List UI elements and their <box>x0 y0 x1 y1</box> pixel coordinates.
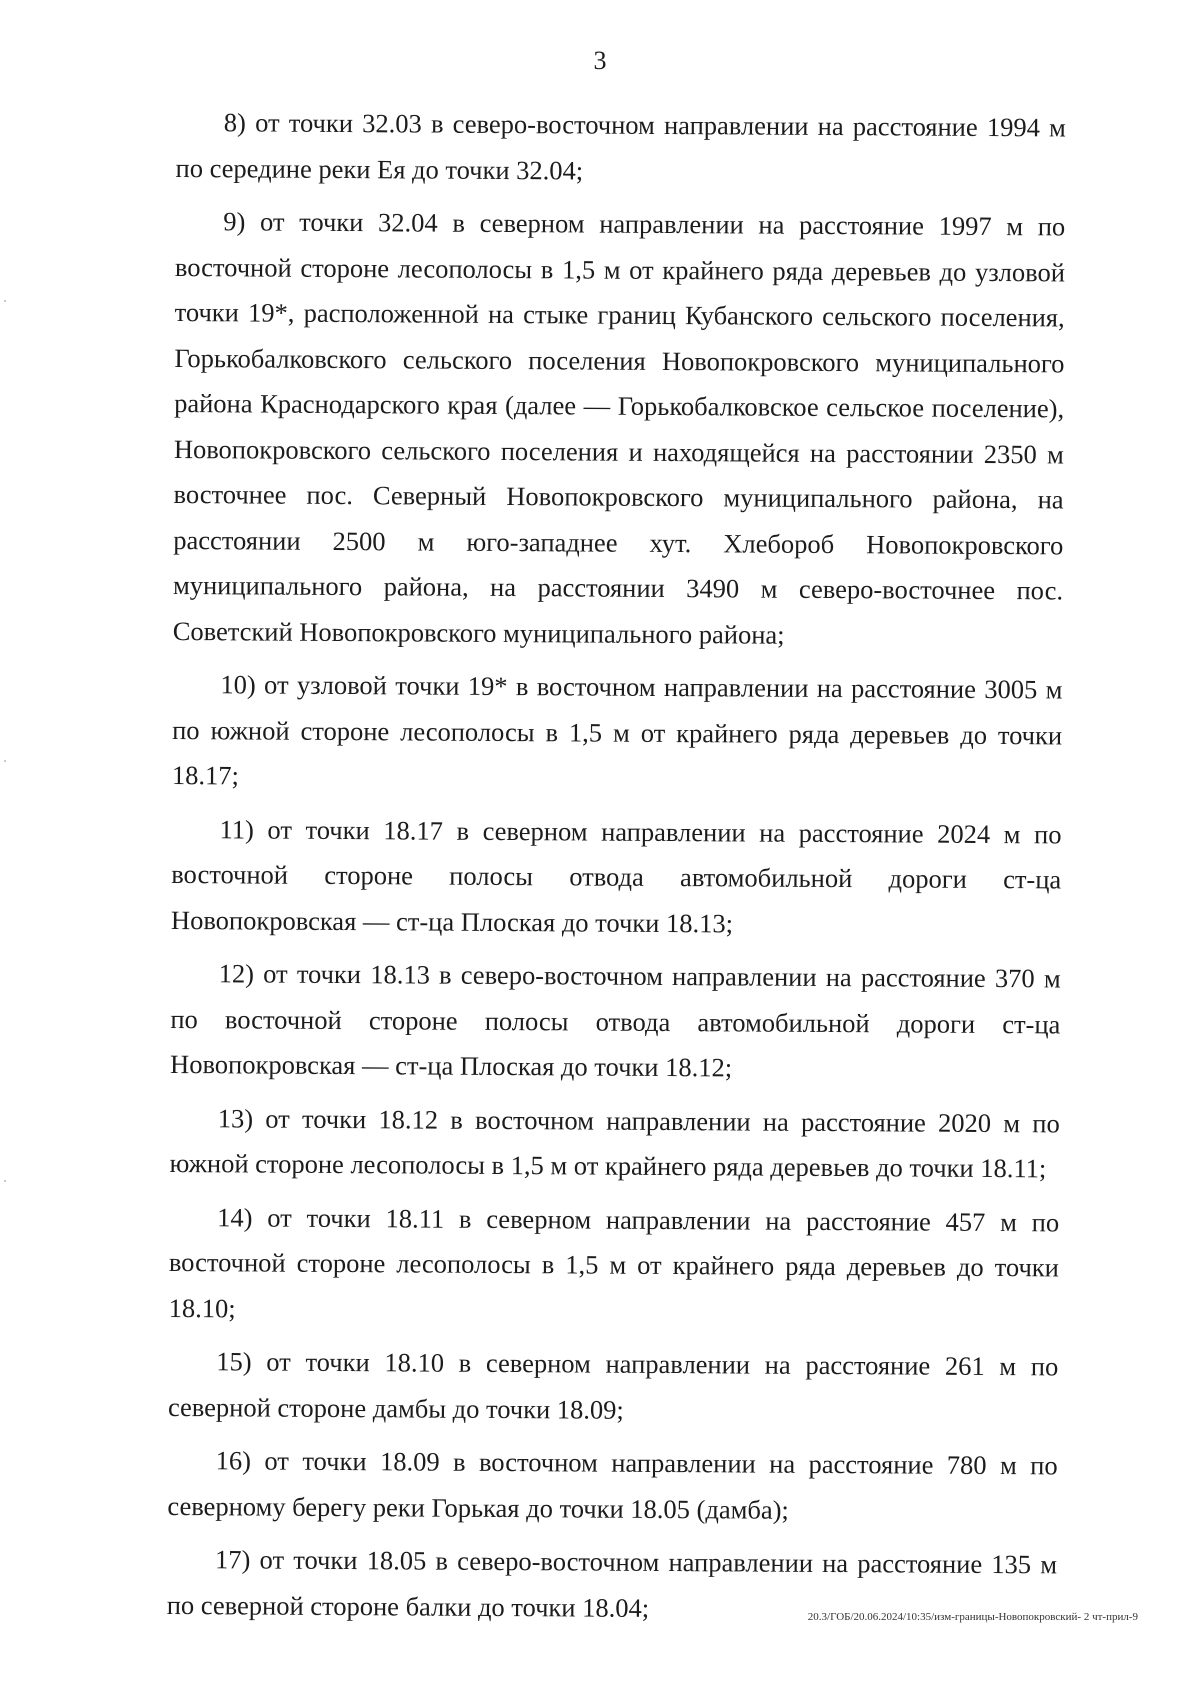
paragraph-13: 13) от точки 18.12 в восточном направлении на расстояние 2020 м по южной стороне лесополосы в 1,5 м от крайнего ряда деревьев до точки 18.11; <box>169 1102 1060 1184</box>
document-footer-code: 20.3/ГОБ/20.06.2024/10:35/изм-границы-Новопокровский- 2 чт-прил-9 <box>807 1611 1138 1623</box>
scan-artifact <box>4 1180 6 1182</box>
paragraph-17: 17) от точки 18.05 в северо-восточном направлении на расстояние 135 м по северной стороне балки до точки 18.04; <box>166 1544 1058 1623</box>
paragraph-14: 14) от точки 18.11 в северном направлении на расстояние 457 м по восточной стороне лесополосы в 1,5 м от крайнего ряда деревьев до точки 18.10; <box>168 1201 1060 1323</box>
paragraph-11: 11) от точки 18.17 в северном направлении на расстояние 2024 м по восточной стороне полосы отвода автомобильной дороги ст-ца Новопокровская — ст-ца Плоская до точки 18.13; <box>170 813 1062 938</box>
document-body <box>167 100 1066 1641</box>
paragraph-8: 8) от точки 32.03 в северо-восточном направлении на расстояние 1994 м по середине реки Ея до точки 32.04; <box>175 107 1066 185</box>
scan-artifact <box>4 300 6 302</box>
page-number: 3 <box>593 46 607 75</box>
paragraph-16: 16) от точки 18.09 в восточном направлении на расстояние 780 м по северному берегу реки Горькая до точки 18.05 (дамба); <box>167 1445 1058 1525</box>
scan-artifact <box>4 760 6 762</box>
paragraph-9: 9) от точки 32.04 в северном направлении на расстояние 1997 м по восточной стороне лесополосы в 1,5 м от крайнего ряда деревьев до узловой точки 19*, расположенной на стыке границ Кубанского сельского поселения, Горькобалковского сельского поселения Новопокровского муниципального района Краснодарского края (далее — Горькобалковское сельское поселение), Новопокровского сельского поселения и находящейся на расстоянии 2350 м восточнее пос. Северный Новопокровского муниципального района, на расстоянии 2500 м юго-западнее хут. Хлебороб Новопокровского муниципального района, на расстоянии 3490 м северо-восточнее пос. Советский Новопокровского муниципального района; <box>172 206 1066 650</box>
paragraph-12: 12) от точки 18.13 в северо-восточном направлении на расстояние 370 м по восточной стороне полосы отвода автомобильной дороги ст-ца Новопокровская — ст-ца Плоская до точки 18.12; <box>170 958 1061 1083</box>
paragraph-10: 10) от узловой точки 19* в восточном направлении на расстояние 3005 м по южной стороне лесополосы в 1,5 м от крайнего ряда деревьев до точки 18.17; <box>171 669 1063 791</box>
paragraph-15: 15) от точки 18.10 в северном направлении на расстояние 261 м по северной стороне дамбы до точки 18.09; <box>167 1346 1059 1425</box>
